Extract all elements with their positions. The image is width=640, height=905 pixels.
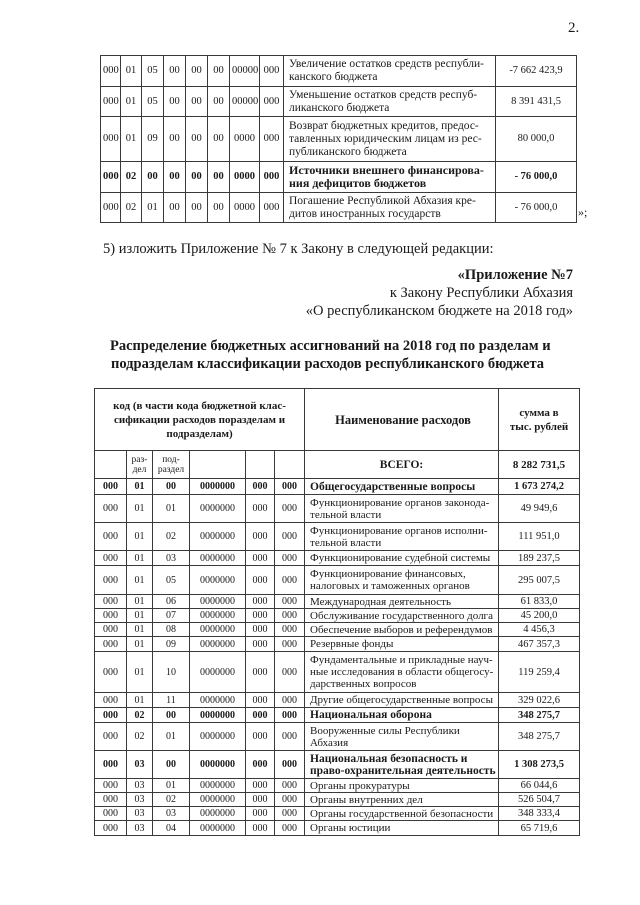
code-cell: 000 <box>260 162 284 193</box>
amount-cell: 295 007,5 <box>499 566 580 595</box>
code-cell: 000 <box>95 652 127 693</box>
code-cell: 01 <box>127 479 153 495</box>
code-cell: 000 <box>95 821 127 836</box>
table-row <box>95 723 580 751</box>
code-cell: 00 <box>164 193 186 223</box>
code-cell: 000 <box>246 637 275 652</box>
table-row <box>95 793 580 807</box>
code-cell: 000 <box>260 87 284 117</box>
code-cell: 000 <box>95 609 127 623</box>
table-row <box>95 623 580 637</box>
code-cell: 00000 <box>230 87 260 117</box>
amount-cell: 348 333,4 <box>499 807 580 821</box>
amount-cell: 61 833,0 <box>499 595 580 609</box>
code-cell: 000 <box>275 523 305 551</box>
code-cell: 000 <box>246 793 275 807</box>
code-cell: 00 <box>186 193 208 223</box>
table-row <box>95 495 580 523</box>
expense-name-cell: Органы государственной безопасности <box>305 807 499 821</box>
code-cell: 01 <box>121 117 142 162</box>
code-cell: 00 <box>164 87 186 117</box>
code-cell: 00 <box>164 162 186 193</box>
appendix-law-line: к Закону Республики Абхазия <box>389 285 573 301</box>
code-cell: 0000 <box>230 193 260 223</box>
code-cell: 01 <box>153 495 190 523</box>
code-cell: 00 <box>153 479 190 495</box>
closing-quote-mark: »; <box>578 205 588 219</box>
code-cell: 000 <box>275 595 305 609</box>
code-cell: 000 <box>246 652 275 693</box>
code-cell: 0000000 <box>190 595 246 609</box>
code-cell: 01 <box>127 609 153 623</box>
table-row <box>95 652 580 693</box>
code-cell: 01 <box>121 87 142 117</box>
document-heading <box>110 337 570 373</box>
amount-cell: 111 951,0 <box>499 523 580 551</box>
code-cell: 000 <box>95 551 127 566</box>
code-cell: 01 <box>127 623 153 637</box>
expense-name-cell: Уменьшение остатков средств респуб-ликанского бюджета <box>284 87 496 117</box>
code-cell: 000 <box>246 751 275 779</box>
code-cell: 02 <box>121 193 142 223</box>
code-cell: 000 <box>275 821 305 836</box>
code-cell: 000 <box>275 723 305 751</box>
appendix-law-name: «О республиканском бюджете на 2018 год» <box>305 303 573 319</box>
subheader-empty <box>95 451 127 479</box>
expense-name-cell: Вооруженные силы Республики Абхазия <box>305 723 499 751</box>
amount-cell: 189 237,5 <box>499 551 580 566</box>
expense-name-cell: Обеспечение выборов и референдумов <box>305 623 499 637</box>
table-row <box>95 708 580 723</box>
appendix-caption <box>306 266 573 320</box>
code-cell: 000 <box>275 652 305 693</box>
code-cell: 000 <box>246 821 275 836</box>
subheader-empty <box>246 451 275 479</box>
code-cell: 0000000 <box>190 652 246 693</box>
code-cell: 000 <box>101 193 121 223</box>
code-cell: 000 <box>260 117 284 162</box>
code-cell: 0000000 <box>190 693 246 708</box>
code-cell: 00000 <box>230 56 260 87</box>
expense-name-cell: Функционирование органов законода-тельной власти <box>305 495 499 523</box>
amount-cell: - 76 000,0 <box>496 162 577 193</box>
code-cell: 00 <box>208 193 230 223</box>
code-cell: 0000000 <box>190 793 246 807</box>
code-cell: 00 <box>186 56 208 87</box>
code-cell: 000 <box>95 751 127 779</box>
code-cell: 000 <box>275 623 305 637</box>
code-cell: 000 <box>95 623 127 637</box>
code-cell: 02 <box>127 723 153 751</box>
header-code: код (в части кода бюджетной клас-сификации расходов поразделам и подразделам) <box>95 389 305 451</box>
code-cell: 000 <box>95 693 127 708</box>
code-cell: 000 <box>95 495 127 523</box>
code-cell: 11 <box>153 693 190 708</box>
amount-cell: 1 673 274,2 <box>499 479 580 495</box>
code-cell: 0000 <box>230 162 260 193</box>
code-cell: 000 <box>260 56 284 87</box>
code-cell: 0000000 <box>190 708 246 723</box>
code-cell: 03 <box>127 751 153 779</box>
code-cell: 0000000 <box>190 637 246 652</box>
amount-cell: 526 504,7 <box>499 793 580 807</box>
code-cell: 000 <box>246 779 275 793</box>
expenditure-table <box>94 388 580 836</box>
table-header-row <box>95 389 580 451</box>
code-cell: 01 <box>127 693 153 708</box>
code-cell: 000 <box>95 807 127 821</box>
expense-name-cell: Возврат бюджетных кредитов, предос-тавленных юридическим лицам из рес-публиканского бюджета <box>284 117 496 162</box>
header-name: Наименование расходов <box>305 389 499 451</box>
table-row <box>95 479 580 495</box>
code-cell: 0000000 <box>190 479 246 495</box>
expense-name-cell: Фундаментальные и прикладные науч-ные исследования в области общегосу-дарственных вопросов <box>305 652 499 693</box>
code-cell: 000 <box>275 779 305 793</box>
expense-name-cell: Источники внешнего финансирова-ния дефицитов бюджетов <box>284 162 496 193</box>
subheader-empty <box>275 451 305 479</box>
code-cell: 01 <box>153 723 190 751</box>
code-cell: 03 <box>153 807 190 821</box>
code-cell: 01 <box>127 637 153 652</box>
expense-name-cell: Обслуживание государственного долга <box>305 609 499 623</box>
code-cell: 02 <box>153 523 190 551</box>
amount-cell: 119 259,4 <box>499 652 580 693</box>
code-cell: 0000000 <box>190 523 246 551</box>
table-row <box>95 637 580 652</box>
expense-name-cell: Международная деятельность <box>305 595 499 609</box>
code-cell: 05 <box>153 566 190 595</box>
amount-cell: 45 200,0 <box>499 609 580 623</box>
code-cell: 00 <box>186 162 208 193</box>
code-cell: 04 <box>153 821 190 836</box>
amount-cell: 467 357,3 <box>499 637 580 652</box>
code-cell: 02 <box>127 708 153 723</box>
code-cell: 000 <box>95 779 127 793</box>
code-cell: 00 <box>153 751 190 779</box>
expense-name-cell: Функционирование органов исполни-тельной власти <box>305 523 499 551</box>
code-cell: 0000000 <box>190 723 246 751</box>
code-cell: 000 <box>95 523 127 551</box>
code-cell: 0000000 <box>190 623 246 637</box>
table-row <box>95 807 580 821</box>
subheader-empty <box>190 451 246 479</box>
code-cell: 0000000 <box>190 495 246 523</box>
code-cell: 03 <box>153 551 190 566</box>
table-row <box>95 523 580 551</box>
code-cell: 01 <box>142 193 164 223</box>
table-row <box>95 821 580 836</box>
expense-name-cell: Функционирование судебной системы <box>305 551 499 566</box>
code-cell: 000 <box>95 566 127 595</box>
code-cell: 000 <box>95 723 127 751</box>
code-cell: 01 <box>127 551 153 566</box>
amount-cell: 348 275,7 <box>499 708 580 723</box>
table-row <box>95 779 580 793</box>
expense-name-cell: Органы прокуратуры <box>305 779 499 793</box>
heading-line-1: Распределение бюджетных ассигнований на 2018 год по разделам и <box>110 338 551 354</box>
code-cell: 000 <box>246 723 275 751</box>
code-cell: 000 <box>95 479 127 495</box>
code-cell: 000 <box>95 708 127 723</box>
code-cell: 08 <box>153 623 190 637</box>
expense-name-cell: Увеличение остатков средств республи-канского бюджета <box>284 56 496 87</box>
table-row <box>95 751 580 779</box>
code-cell: 0000000 <box>190 821 246 836</box>
code-cell: 000 <box>275 637 305 652</box>
code-cell: 000 <box>260 193 284 223</box>
code-cell: 000 <box>275 479 305 495</box>
table-row <box>95 551 580 566</box>
code-cell: 000 <box>246 623 275 637</box>
code-cell: 000 <box>275 495 305 523</box>
table-row <box>101 117 577 162</box>
code-cell: 000 <box>246 566 275 595</box>
header-amount: сумма в тыс. рублей <box>499 389 580 451</box>
code-cell: 0000000 <box>190 566 246 595</box>
code-cell: 000 <box>275 566 305 595</box>
code-cell: 01 <box>153 779 190 793</box>
expense-name-cell: Резервные фонды <box>305 637 499 652</box>
code-cell: 000 <box>246 708 275 723</box>
code-cell: 000 <box>275 793 305 807</box>
appendix-title: «Приложение №7 <box>457 267 573 283</box>
amount-cell: 80 000,0 <box>496 117 577 162</box>
code-cell: 00 <box>208 56 230 87</box>
total-label: ВСЕГО: <box>305 451 499 479</box>
code-cell: 000 <box>246 479 275 495</box>
code-cell: 0000 <box>230 117 260 162</box>
code-cell: 000 <box>246 595 275 609</box>
amount-cell: 49 949,6 <box>499 495 580 523</box>
code-cell: 00 <box>142 162 164 193</box>
code-cell: 00 <box>186 117 208 162</box>
expense-name-cell: Погашение Республикой Абхазия кре-дитов иностранных государств <box>284 193 496 223</box>
amount-cell: 1 308 273,5 <box>499 751 580 779</box>
code-cell: 0000000 <box>190 609 246 623</box>
table-row <box>101 56 577 87</box>
code-cell: 000 <box>101 117 121 162</box>
code-cell: 000 <box>246 807 275 821</box>
code-cell: 03 <box>127 821 153 836</box>
code-cell: 01 <box>121 56 142 87</box>
expense-name-cell: Национальная безопасность и право-охранительная деятельность <box>305 751 499 779</box>
code-cell: 000 <box>275 551 305 566</box>
code-cell: 0000000 <box>190 551 246 566</box>
code-cell: 00 <box>153 708 190 723</box>
amount-cell: - 76 000,0 <box>496 193 577 223</box>
expense-name-cell: Функционирование финансовых, налоговых и таможенных органов <box>305 566 499 595</box>
code-cell: 07 <box>153 609 190 623</box>
code-cell: 01 <box>127 566 153 595</box>
table-row <box>95 566 580 595</box>
table-subheader-row <box>95 451 580 479</box>
code-cell: 000 <box>101 56 121 87</box>
table-row <box>101 162 577 193</box>
code-cell: 0000000 <box>190 779 246 793</box>
code-cell: 000 <box>101 162 121 193</box>
code-cell: 000 <box>95 595 127 609</box>
total-amount: 8 282 731,5 <box>499 451 580 479</box>
expense-name-cell: Национальная оборона <box>305 708 499 723</box>
code-cell: 000 <box>275 751 305 779</box>
amount-cell: -7 662 423,9 <box>496 56 577 87</box>
code-cell: 0000000 <box>190 807 246 821</box>
heading-line-2: подразделам классификации расходов республиканского бюджета <box>111 356 544 372</box>
code-cell: 000 <box>101 87 121 117</box>
amount-cell: 65 719,6 <box>499 821 580 836</box>
table-row <box>101 87 577 117</box>
code-cell: 00 <box>208 87 230 117</box>
code-cell: 09 <box>153 637 190 652</box>
code-cell: 000 <box>246 551 275 566</box>
code-cell: 05 <box>142 56 164 87</box>
amount-cell: 8 391 431,5 <box>496 87 577 117</box>
code-cell: 01 <box>127 495 153 523</box>
code-cell: 01 <box>127 595 153 609</box>
amount-cell: 348 275,7 <box>499 723 580 751</box>
code-cell: 03 <box>127 807 153 821</box>
code-cell: 09 <box>142 117 164 162</box>
expense-name-cell: Органы юстиции <box>305 821 499 836</box>
code-cell: 000 <box>246 693 275 708</box>
code-cell: 10 <box>153 652 190 693</box>
expense-name-cell: Общегосударственные вопросы <box>305 479 499 495</box>
code-cell: 000 <box>246 495 275 523</box>
code-cell: 06 <box>153 595 190 609</box>
code-cell: 000 <box>275 609 305 623</box>
page-number: 2. <box>568 20 580 36</box>
code-cell: 000 <box>275 807 305 821</box>
code-cell: 00 <box>164 56 186 87</box>
code-cell: 000 <box>95 793 127 807</box>
table-row <box>101 193 577 223</box>
code-cell: 00 <box>208 162 230 193</box>
code-cell: 000 <box>246 523 275 551</box>
subheader-razdel: раз-дел <box>127 451 153 479</box>
table-row <box>95 693 580 708</box>
code-cell: 0000000 <box>190 751 246 779</box>
code-cell: 02 <box>121 162 142 193</box>
code-cell: 03 <box>127 779 153 793</box>
code-cell: 03 <box>127 793 153 807</box>
code-cell: 000 <box>275 708 305 723</box>
instruction-paragraph: 5) изложить Приложение № 7 к Закону в следующей редакции: <box>103 241 494 257</box>
expense-name-cell: Органы внутренних дел <box>305 793 499 807</box>
sources-table <box>100 55 577 223</box>
amount-cell: 66 044,6 <box>499 779 580 793</box>
amount-cell: 329 022,6 <box>499 693 580 708</box>
subheader-podrazdel: под-раздел <box>153 451 190 479</box>
code-cell: 02 <box>153 793 190 807</box>
code-cell: 05 <box>142 87 164 117</box>
code-cell: 000 <box>95 637 127 652</box>
code-cell: 000 <box>246 609 275 623</box>
code-cell: 00 <box>164 117 186 162</box>
code-cell: 01 <box>127 652 153 693</box>
code-cell: 00 <box>208 117 230 162</box>
code-cell: 01 <box>127 523 153 551</box>
amount-cell: 4 456,3 <box>499 623 580 637</box>
code-cell: 000 <box>275 693 305 708</box>
table-row <box>95 609 580 623</box>
expense-name-cell: Другие общегосударственные вопросы <box>305 693 499 708</box>
table-row <box>95 595 580 609</box>
code-cell: 00 <box>186 87 208 117</box>
